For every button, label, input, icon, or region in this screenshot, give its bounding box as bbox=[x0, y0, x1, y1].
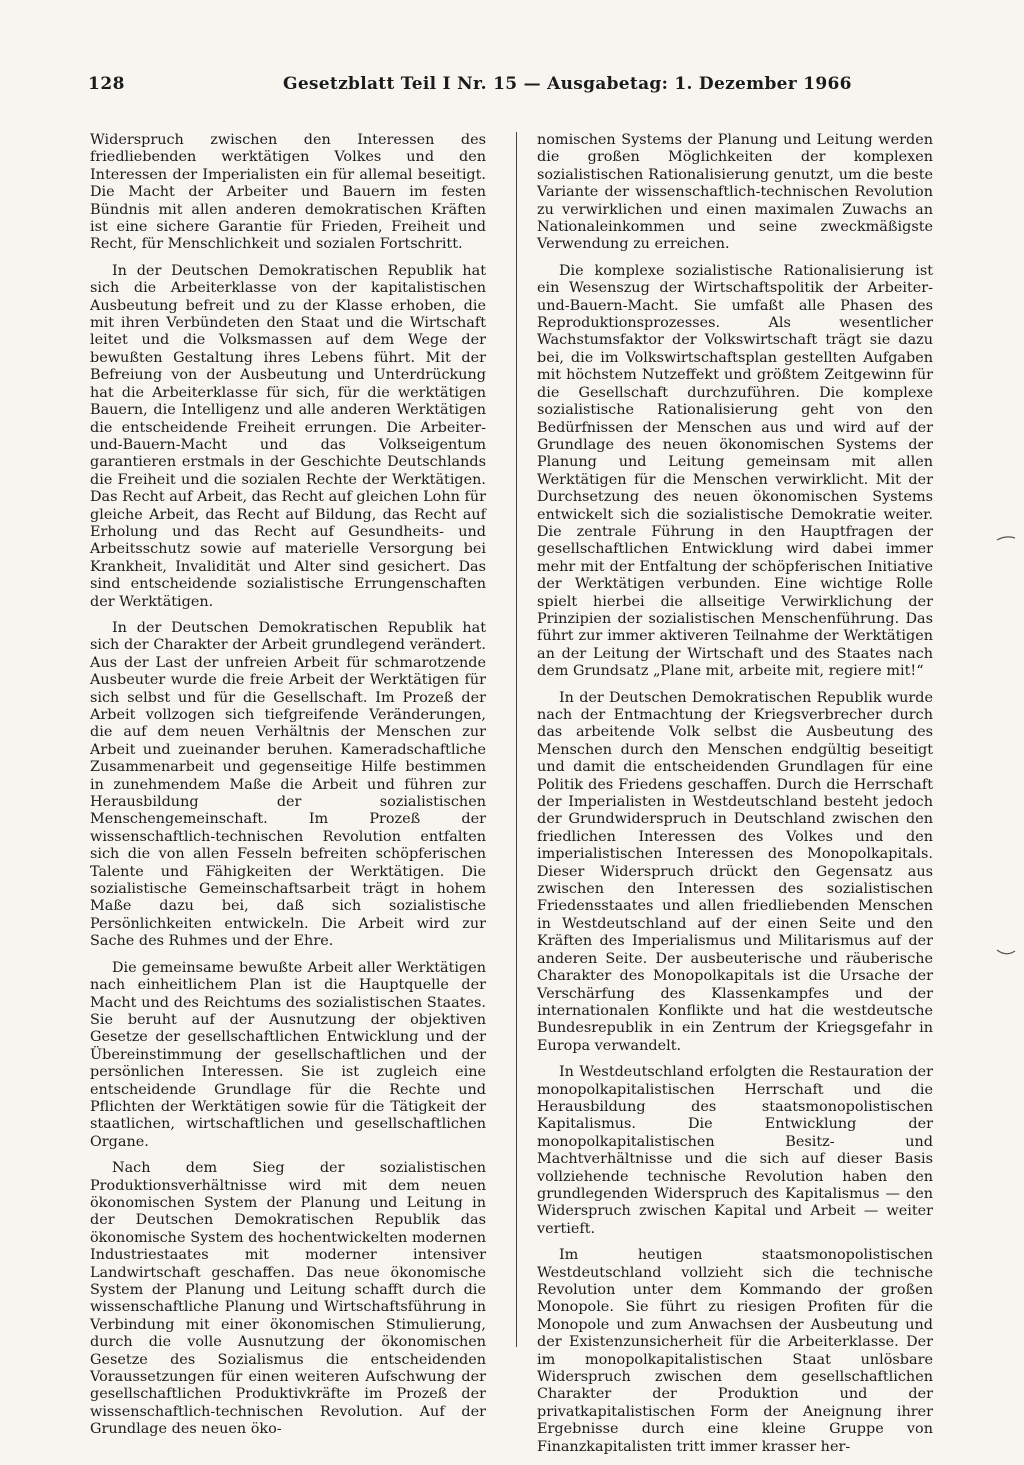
paragraph: Widerspruch zwischen den Interessen des friedliebenden werktätigen Volkes und den Interessen der Imperialisten ein für allemal beseitigt. Die Macht der Arbeiter und Bauern im festen Bündnis mit allen anderen demokratischen Kräften ist eine sichere Garantie für Frieden, Freiheit und Recht, für Menschlichkeit und sozialen Fortschritt. bbox=[90, 132, 486, 253]
paragraph: Die komplexe sozialistische Rationalisierung ist ein Wesenszug der Wirtschaftspolitik der Arbeiter-und-Bauern-Macht. Sie umfaßt alle Phasen des Reproduktionsprozesses. Als wesentlicher Wachstumsfaktor der Volkswirtschaft trägt sie dazu bei, die im Volkswirtschaftsplan gestellten Aufgaben mit höchstem Nutzeffekt und größtem Zeitgewinn für die Gesellschaft durchzuführen. Die komplexe sozialistische Rationalisierung geht von den Bedürfnissen der Menschen aus und wird auf der Grundlage des neuen ökonomischen Systems der Planung und Leitung gemeinsam mit allen Werktätigen für die Menschen verwirklicht. Mit der Durchsetzung des neuen ökonomischen Systems entwickelt sich die sozialistische Demokratie weiter. Die zentrale Führung in den Hauptfragen der gesellschaftlichen Entwicklung wird dabei immer mehr mit der Entfaltung der schöpferischen Initiative der Werktätigen verbunden. Eine wichtige Rolle spielt hierbei die allseitige Verwirklichung der Prinzipien der sozialistischen Menschenführung. Das führt zur immer aktiveren Teilnahme der Werktätigen an der Leitung der Wirtschaft und des Staates nach dem Grundsatz „Plane mit, arbeite mit, regiere mit!“ bbox=[537, 262, 933, 680]
right-column bbox=[537, 132, 933, 1465]
left-column bbox=[90, 132, 486, 1448]
paragraph: In der Deutschen Demokratischen Republik hat sich die Arbeiterklasse von der kapitalistischen Ausbeutung befreit und zu der Klasse erhoben, die mit ihren Verbündeten den Staat und die Wirtschaft leitet und die Volksmassen auf dem Wege der bewußten Gestaltung ihres Lebens führt. Mit der Befreiung von der Ausbeutung und Unterdrückung hat die Arbeiterklasse für sich, für die werktätigen Bauern, die Intelligenz und alle anderen Werktätigen die entscheidende Freiheit errungen. Die Arbeiter-und-Bauern-Macht und das Volkseigentum garantieren erstmals in der Geschichte Deutschlands die Freiheit und die sozialen Rechte der Werktätigen. Das Recht auf Arbeit, das Recht auf gleichen Lohn für gleiche Arbeit, das Recht auf Bildung, das Recht auf Erholung und das Recht auf Gesundheits- und Arbeitsschutz sowie auf materielle Versorgung bei Krankheit, Invalidität und Alter sind gesichert. Das sind entscheidende sozialistische Errungenschaften der Werktätigen. bbox=[90, 262, 486, 610]
paragraph: Im heutigen staatsmonopolistischen Westdeutschland vollzieht sich die technische Revolution unter dem Kommando der großen Monopole. Sie führt zu riesigen Profiten für die Monopole und zum Anwachsen der Ausbeutung und der Existenzunsicherheit für die Arbeiterklasse. Der im monopolkapitalistischen Staat unlösbare Widerspruch zwischen dem gesellschaftlichen Charakter der Produktion und der privatkapitalistischen Form der Aneignung ihrer Ergebnisse durch eine kleine Gruppe von Finanzkapitalisten tritt immer krasser her- bbox=[537, 1247, 933, 1455]
running-head: Gesetzblatt Teil I Nr. 15 — Ausgabetag: 1. Dezember 1966 bbox=[283, 74, 852, 94]
paragraph: Nach dem Sieg der sozialistischen Produktionsverhältnisse wird mit dem neuen ökonomischen System der Planung und Leitung in der Deutschen Demokratischen Republik das ökonomische System des hochentwickelten modernen Industriestaates mit moderner intensiver Landwirtschaft geschaffen. Das neue ökonomische System der Planung und Leitung schafft durch die wissenschaftliche Planung und Wirtschaftsführung in Verbindung mit einer ökonomischen Stimulierung, durch die volle Ausnutzung der ökonomischen Gesetze des Sozialismus die entscheidenden Voraussetzungen für einen weiteren Aufschwung der gesellschaftlichen Produktivkräfte im Prozeß der wissenschaftlich-technischen Revolution. Auf der Grundlage des neuen öko- bbox=[90, 1160, 486, 1438]
column-divider bbox=[516, 132, 517, 1347]
paragraph: nomischen Systems der Planung und Leitung werden die großen Möglichkeiten der komplexen sozialistischen Rationalisierung genutzt, um die beste Variante der wissenschaftlich-technischen Revolution zu verwirklichen und einen maximalen Zuwachs an Nationaleinkommen und seine zweckmäßigste Verwendung zu erreichen. bbox=[537, 132, 933, 253]
paragraph: In der Deutschen Demokratischen Republik hat sich der Charakter der Arbeit grundlegend verändert. Aus der Last der unfreien Arbeit für schmarotzende Ausbeuter wurde die freie Arbeit der Werktätigen für sich selbst und für die Gesellschaft. Im Prozeß der Arbeit vollzogen sich tiefgreifende Veränderungen, die auf dem neuen Verhältnis der Menschen zur Arbeit und zueinander beruhen. Kameradschaftliche Zusammenarbeit und gegenseitige Hilfe bestimmen in zunehmendem Maße die Arbeit und führen zur Herausbildung der sozialistischen Menschengemeinschaft. Im Prozeß der wissenschaftlich-technischen Revolution entfalten sich die von allen Fesseln befreiten schöpferischen Talente und Fähigkeiten der Werktätigen. Die sozialistische Gemeinschaftsarbeit trägt in hohem Maße dazu bei, daß sich sozialistische Persönlichkeiten entwickeln. Die Arbeit wird zur Sache des Ruhmes und der Ehre. bbox=[90, 619, 486, 950]
page-header bbox=[88, 74, 948, 106]
paragraph: Die gemeinsame bewußte Arbeit aller Werktätigen nach einheitlichem Plan ist die Hauptquelle der Macht und des Reichtums des sozialistischen Staates. Sie beruht auf der Ausnutzung der objektiven Gesetze der gesellschaftlichen Entwicklung und der Übereinstimmung der gesellschaftlichen und der persönlichen Interessen. Sie ist zugleich eine entscheidende Grundlage für die Rechte und Pflichten der Werktätigen sowie für die Tätigkeit der staatlichen, wirtschaftlichen und gesellschaftlichen Organe. bbox=[90, 959, 486, 1150]
margin-mark bbox=[996, 534, 1016, 544]
paragraph: In Westdeutschland erfolgten die Restauration der monopolkapitalistischen Herrschaft und die Herausbildung des staatsmonopolistischen Kapitalismus. Die Entwicklung der monopolkapitalistischen Besitz- und Machtverhältnisse und die sich auf dieser Basis vollziehende technische Revolution haben den grundlegenden Widerspruch des Kapitalismus — den Widerspruch zwischen Kapital und Arbeit — weiter vertieft. bbox=[537, 1064, 933, 1237]
paragraph: In der Deutschen Demokratischen Republik wurde nach der Entmachtung der Kriegsverbrecher durch das arbeitende Volk selbst die Ausbeutung des Menschen durch den Menschen endgültig beseitigt und damit die entscheidenden Grundlagen für eine Politik des Friedens geschaffen. Durch die Herrschaft der Imperialisten in Westdeutschland besteht jedoch der Grundwiderspruch in Deutschland zwischen den friedlichen Interessen des Volkes und den imperialistischen Interessen des Monopolkapitals. Dieser Widerspruch drückt den Gegensatz aus zwischen den Interessen des sozialistischen Friedensstaates und allen friedliebenden Menschen in Westdeutschland auf der einen Seite und den Kräften des Imperialismus und Militarismus auf der anderen Seite. Der ausbeuterische und räuberische Charakter des Monopolkapitals ist die Ursache der Verschärfung des Klassenkampfes und der internationalen Konflikte und hat die westdeutsche Bundesrepublik in ein Zentrum der Kriegsgefahr in Europa verwandelt. bbox=[537, 689, 933, 1054]
margin-mark bbox=[996, 948, 1016, 958]
page-number: 128 bbox=[88, 74, 125, 94]
